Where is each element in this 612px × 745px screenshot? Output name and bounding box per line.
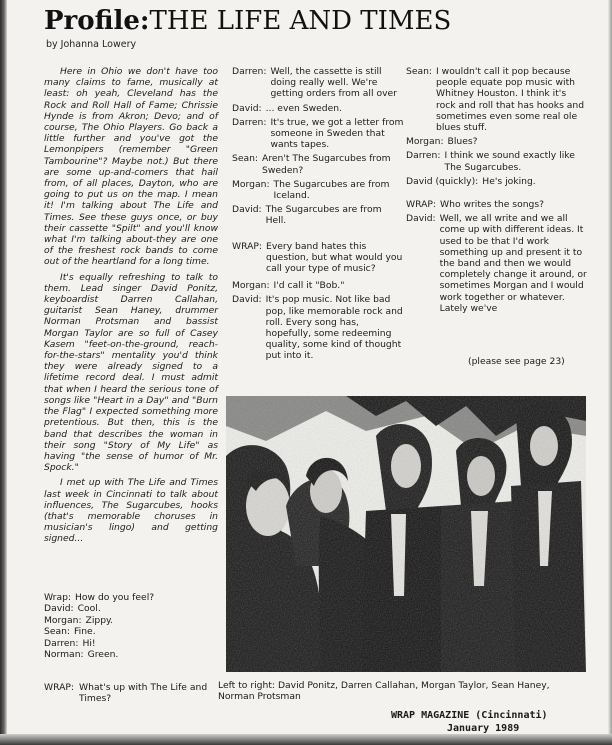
qa-line [232, 153, 404, 175]
answer: The Sugarcubes are from Iceland. [273, 178, 390, 202]
publication-date: January 1989 [447, 723, 520, 734]
answer: Aren't The Sugarcubes from Sweden? [262, 153, 391, 176]
speaker: David: [232, 294, 262, 306]
answer: He's joking. [482, 175, 536, 187]
speaker: WRAP: [406, 199, 437, 211]
speaker: Sean: [232, 153, 259, 165]
intro-paragraph: I met up with The Life and Times last week in Cincinnati to talk about influences, The Sugarcubes, hooks (that's memorable choruses in musician's lingo) and getting signed... [44, 477, 218, 545]
answer: I wouldn't call it pop because people equate pop music with Whitney Houston. I think it's rock and roll that has hooks and sometimes even some real ole blues stuff. [436, 66, 585, 134]
speaker: David (quickly): [406, 175, 479, 187]
qa-line [232, 280, 404, 291]
qa-line [232, 241, 404, 275]
answer: ... even Sweden. [265, 102, 343, 114]
answer: Well, we all write and we all come up with different ideas. It used to be that I'd work something up and present it to the band and then we would completely change it around, or sometimes Morgan and I would work together or whatever. Lately we've [439, 213, 587, 314]
qa-line [44, 592, 220, 603]
speaker: David: [44, 603, 74, 615]
qa-line [406, 176, 588, 187]
qa-line [232, 179, 404, 201]
answer: Fine. [74, 626, 96, 638]
qa-line [232, 294, 404, 361]
speaker: Wrap: [44, 592, 72, 603]
publication-name: WRAP MAGAZINE (Cincinnati) [391, 710, 548, 721]
title-main: THE LIFE AND TIMES [149, 6, 452, 36]
speaker: Darren: [232, 116, 267, 128]
speaker: Norman: [44, 649, 84, 661]
qa-line [232, 103, 404, 114]
qa-line [406, 66, 588, 133]
speaker: Morgan: [232, 178, 270, 190]
qa-line [406, 199, 588, 210]
question: Who writes the songs? [440, 199, 545, 211]
speaker: Sean: [406, 66, 433, 77]
speaker: Darren: [44, 637, 79, 649]
interview-column-2 [232, 66, 404, 365]
band-photo-image [226, 396, 586, 672]
qa-line [44, 638, 220, 649]
qa-line [406, 150, 588, 172]
photo-caption: Left to right: David Ponitz, Darren Callahan, Morgan Taylor, Sean Haney, Norman Protsman [218, 680, 550, 703]
interview-column-3 [406, 66, 588, 317]
answer: The Sugarcubes are from Hell. [265, 204, 382, 227]
intro-column [44, 66, 218, 549]
qa-line [232, 117, 404, 151]
question: Every band hates this question, but what would you call your type of music? [266, 240, 403, 275]
title-prefix: Profile: [44, 6, 150, 36]
scan-edge-right [608, 0, 612, 745]
speaker: Sean: [44, 626, 71, 638]
speaker: Darren: [232, 66, 267, 77]
qa-line [44, 615, 220, 626]
byline: by Johanna Lowery [46, 39, 137, 50]
qa-question-bottom [44, 682, 220, 705]
intro-paragraph: It's equally refreshing to talk to them. Lead singer David Ponitz, keyboardist Darren Callahan, guitarist Sean Haney, drummer Norman Protsman and bassist Morgan Taylor are so full of Casey Kasem "feet-on-the-ground, reach-for-the-stars" mentality you'd think they were already signed to a lifetime record deal. I must admit that when I heard the serious tone of songs like "Heart in a Day" and "Burn the Flag" I expected something more pretentious. But then, this is the band that describes the woman in their song "Story of My Life" as having "the sense of humor of Mr. Spock." [44, 271, 218, 474]
speaker: WRAP: [44, 682, 75, 693]
speaker: WRAP: [232, 240, 263, 252]
answer: Blues? [447, 136, 478, 148]
scan-edge-left [0, 0, 7, 745]
qa-line [406, 136, 588, 147]
continued-notice: (please see page 23) [468, 356, 565, 367]
answer: I'd call it "Bob." [273, 280, 345, 292]
question: What's up with The Life and Times? [79, 682, 208, 705]
band-photo [226, 396, 586, 672]
speaker: Morgan: [44, 614, 82, 626]
answer: Cool. [77, 603, 101, 615]
speaker: David: [232, 204, 262, 216]
answer: Zippy. [85, 614, 114, 626]
speaker: David: [232, 102, 262, 114]
intro-paragraph: Here in Ohio we don't have too many claims to fame, musically at least: oh yeah, Cleveland has the Rock and Roll Hall of Fame; Chrissie Hynde is from Akron; Devo; and of course, The Ohio Players. Go back a little further and you've got the Lemonpipers (remember "Green Tambourine"? Maybe not.) But there are some up-and-comers that hail from, of all places, Dayton, who are going to put us on the map. I mean it! I'm talking about The Life and Times. See these guys once, or buy their cassette "Spilt" and you'll know what I'm talking about-they are one of the freshest rock bands to come out of the heartland for a long time. [44, 66, 218, 268]
speaker: David: [406, 213, 436, 225]
answer: It's pop music. Not like bad pop, like memorable rock and roll. Every song has, hopefully, some redeeming quality, some kind of thought put into it. [265, 294, 403, 362]
article-title [44, 4, 451, 38]
answer: Hi! [82, 637, 96, 649]
qa-short-block [44, 592, 220, 660]
answer: Well, the cassette is still doing really well. We're getting orders from all over [270, 66, 397, 100]
speaker: Darren: [406, 150, 441, 162]
publication-footer [391, 709, 548, 735]
speaker: Morgan: [406, 136, 444, 148]
answer: How do you feel? [75, 592, 155, 603]
qa-line [44, 626, 220, 637]
qa-line [232, 204, 404, 226]
answer: It's true, we got a letter from someone in Sweden that wants tapes. [270, 116, 404, 151]
qa-line [44, 649, 220, 660]
qa-line [44, 603, 220, 614]
spacer [406, 190, 588, 199]
answer: I think we sound exactly like The Sugarcubes. [444, 150, 575, 173]
qa-line [406, 213, 588, 314]
speaker: Morgan: [232, 280, 270, 292]
answer: Green. [87, 649, 119, 661]
qa-line [232, 66, 404, 100]
scan-edge-bottom [0, 734, 612, 745]
